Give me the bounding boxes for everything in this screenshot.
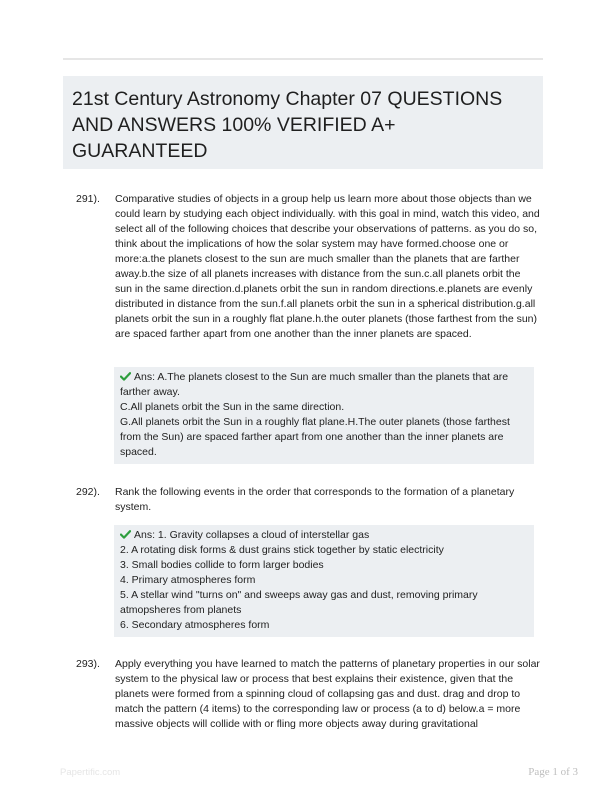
check-icon xyxy=(120,372,131,381)
answer-line: 5. A stellar wind "turns on" and sweeps away gas and dust, removing primary atmopsheres from planets xyxy=(120,589,478,616)
answer-box xyxy=(114,525,534,637)
top-divider xyxy=(63,58,543,60)
check-icon xyxy=(120,530,131,539)
question-number: 291). xyxy=(76,193,100,205)
question-text: Apply everything you have learned to match the patterns of planetary properties in our solar system to the physical law or process that best explains their existence, given that the planets were formed from a spinning cloud of collapsing gas and dust. drag and drop to match the pattern (4 items) to the corresponding law or process (a to d) below.a = more massive objects will collide with or fling more objects away during gravitational xyxy=(115,658,540,730)
question-text: Rank the following events in the order that corresponds to the formation of a planetary system. xyxy=(115,486,515,513)
footer-watermark: Papertific.com xyxy=(60,767,121,778)
answer-line xyxy=(120,370,528,400)
answer-line: 3. Small bodies collide to form larger bodies xyxy=(120,559,324,571)
page-indicator: Page 1 of 3 xyxy=(528,766,578,778)
title-banner xyxy=(63,76,543,169)
answer-line: C.All planets orbit the Sun in the same direction. xyxy=(120,401,345,413)
document-title: 21st Century Astronomy Chapter 07 QUESTIONS AND ANSWERS 100% VERIFIED A+ GUARANTEED xyxy=(72,88,503,162)
question-text: Comparative studies of objects in a group help us learn more about those objects than we could learn by studying each object individually. with this goal in mind, watch this video, and select all of the following choices that describe your observations of patterns. as you do so, think about the implications of how the solar system may have formed.choose one or more:a.the planets closest to the sun are much smaller than the planets that are farther away.b.the size of all planets increases with distance from the sun.c.all planets orbit the sun in the same direction.d.planets orbit the sun in random directions.e.planets are evenly distributed in distance from the sun.f.all planets orbit the sun in a spherical distribution.g.all planets orbit the sun in a roughly flat plane.h.the outer planets (those farthest from the sun) are spaced farther apart from one another than the inner planets are spaced. xyxy=(115,193,540,340)
question-number: 293). xyxy=(76,658,100,670)
answer-line: G.All planets orbit the Sun in a roughly flat plane.H.The outer planets (those farthest from the Sun) are spaced farther apart from one another than the inner planets are spaced. xyxy=(120,416,510,458)
answer-line: 2. A rotating disk forms & dust grains stick together by static electricity xyxy=(120,544,444,556)
answer-box xyxy=(114,367,534,464)
answer-text: Ans: 1. Gravity collapses a cloud of interstellar gas xyxy=(134,529,370,541)
answer-text: Ans: A.The planets closest to the Sun are much smaller than the planets that are farther away. xyxy=(120,371,509,398)
answer-line: 4. Primary atmospheres form xyxy=(120,574,256,586)
answer-line xyxy=(120,528,528,543)
answer-line: 6. Secondary atmospheres form xyxy=(120,619,270,631)
question-number: 292). xyxy=(76,486,100,498)
